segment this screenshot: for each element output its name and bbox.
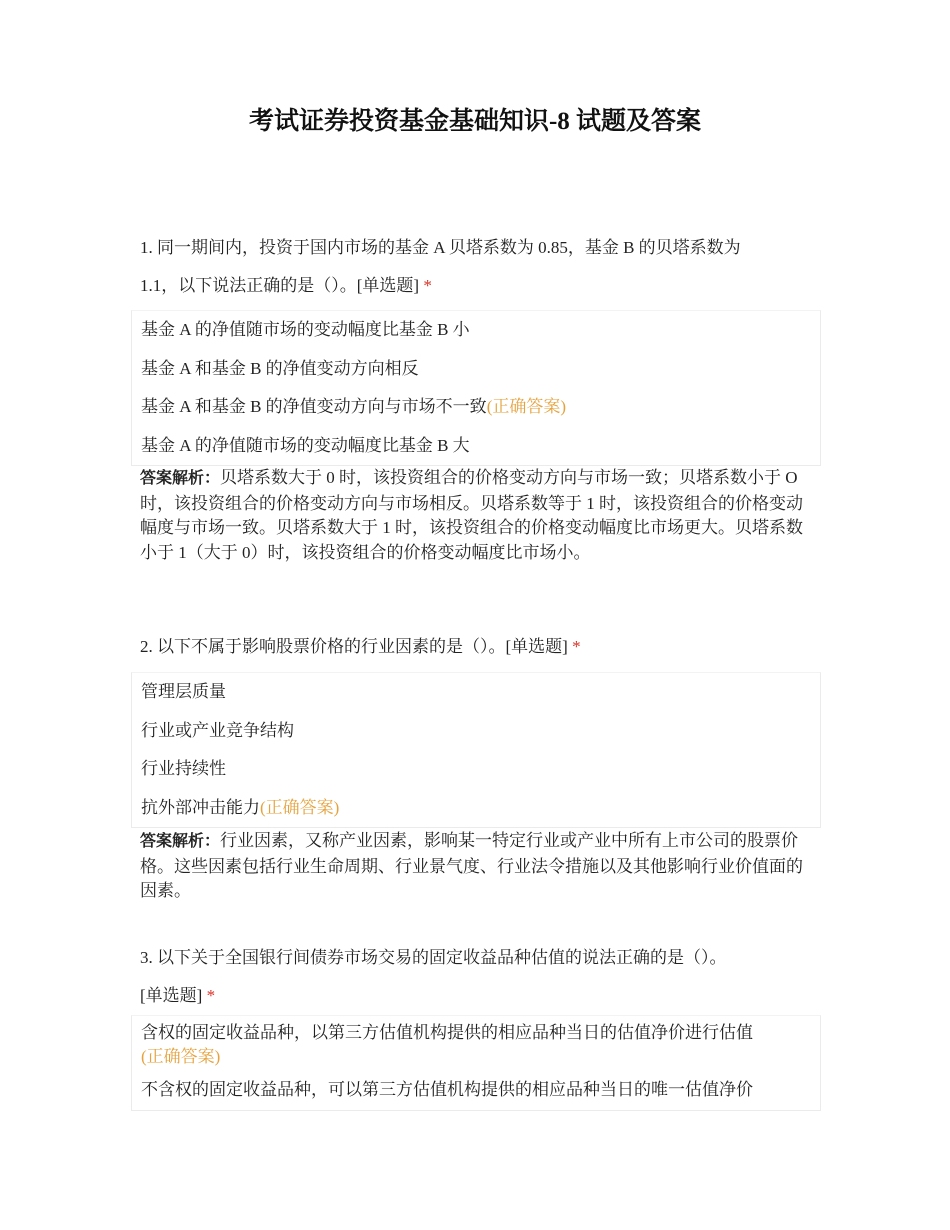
correct-answer-tag: (正确答案) [486, 397, 567, 416]
question-text-line: 3. 以下关于全国银行间债券市场交易的固定收益品种估值的说法正确的是（）。 [140, 948, 727, 967]
question-text-line: 2. 以下不属于影响股票价格的行业因素的是（）。[单选题] * [140, 637, 581, 656]
question-text-line: 1. 同一期间内，投资于国内市场的基金 A 贝塔系数为 0.85，基金 B 的贝塔系数为 [140, 238, 741, 257]
document-title: 考试证券投资基金基础知识-8 试题及答案 [248, 108, 702, 135]
analysis-text: 贝塔系数大于 0 时，该投资组合的价格变动方向与市场一致；贝塔系数小于 O 时，该投资组合的价格变动方向与市场相反。贝塔系数等于 1 时，该投资组合的价格变动幅度与市场一致。贝塔系数大于 1 时，该投资组合的价格变动幅度比市场更大。贝塔系数小于 1（大于 0）时，该投资组合的价格变动幅度比市场小。 [140, 468, 803, 562]
correct-answer-tag: (正确答案) [260, 797, 340, 817]
question-text-line: [单选题] * [140, 986, 216, 1005]
option-item[interactable]: 行业或产业竞争结构 [141, 720, 294, 740]
question-2 [140, 628, 810, 666]
correct-answer-tag: (正确答案) [141, 1047, 221, 1066]
answer-analysis [140, 466, 818, 565]
required-mark: * [572, 637, 581, 656]
option-item[interactable]: 基金 A 和基金 B 的净值变动方向相反 [141, 358, 419, 378]
option-item-correct[interactable]: 含权的固定收益品种，以第三方估值机构提供的相应品种当日的估值净价进行估值 (正确答案) [141, 1023, 753, 1066]
question-1 [140, 229, 810, 305]
option-item[interactable]: 行业持续性 [141, 759, 226, 778]
option-item[interactable]: 不含权的固定收益品种，可以第三方估值机构提供的相应品种当日的唯一估值净价 [141, 1080, 753, 1099]
required-mark: * [206, 986, 216, 1005]
option-item-correct[interactable]: 基金 A 和基金 B 的净值变动方向与市场不一致(正确答案) [141, 397, 567, 416]
analysis-text: 行业因素，又称产业因素，影响某一特定行业或产业中所有上市公司的股票价格。这些因素包括行业生命周期、行业景气度、行业法令措施以及其他影响行业价值面的因素。 [140, 831, 803, 900]
option-item-correct[interactable]: 抗外部冲击能力(正确答案) [141, 797, 340, 817]
question-3 [140, 939, 810, 1015]
options-list [131, 310, 821, 466]
analysis-label: 答案解析： [140, 833, 221, 850]
question-text-line: 1.1，以下说法正确的是（）。[单选题] * [140, 276, 432, 295]
option-item[interactable]: 基金 A 的净值随市场的变动幅度比基金 B 小 [141, 320, 470, 339]
options-list [131, 1015, 821, 1111]
option-item[interactable]: 基金 A 的净值随市场的变动幅度比基金 B 大 [141, 435, 470, 455]
required-mark: * [423, 276, 432, 295]
answer-analysis [140, 829, 818, 904]
options-list [131, 672, 821, 828]
option-item[interactable]: 管理层质量 [141, 682, 226, 701]
analysis-label: 答案解析： [140, 470, 221, 487]
